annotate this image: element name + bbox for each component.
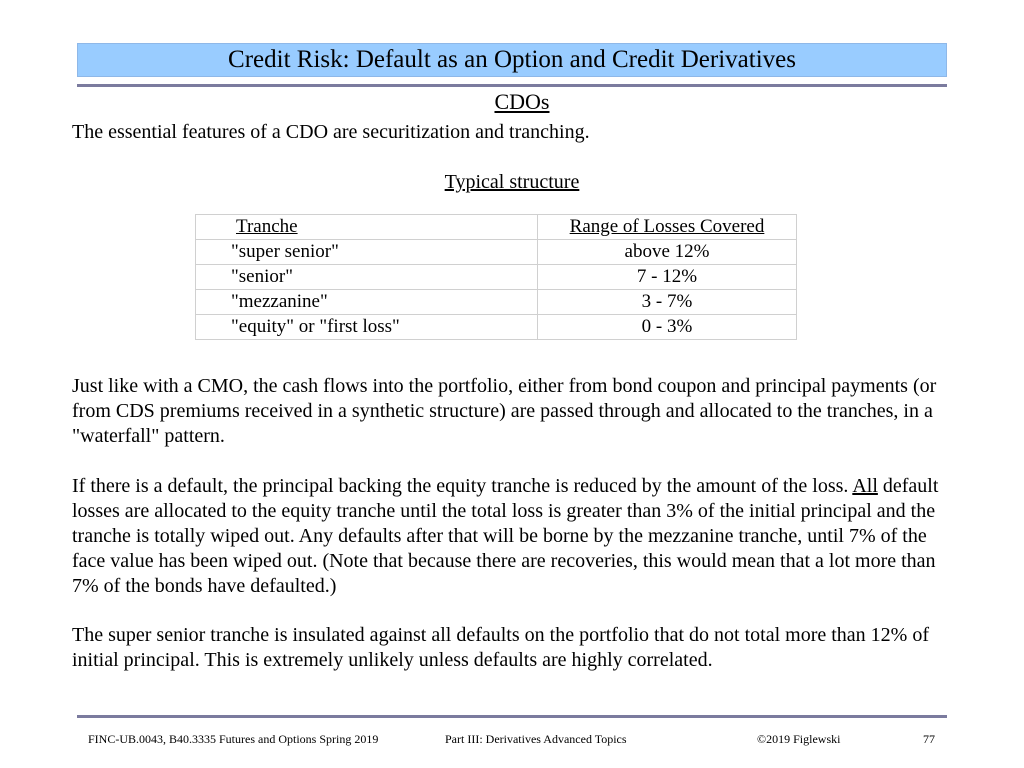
tranche-name: "equity" or "first loss": [196, 315, 538, 340]
paragraph-super-senior: The super senior tranche is insulated against all defaults on the portfolio that do not total more than 12% of initial principal. This is extremely unlikely unless defaults are highly correlated.: [72, 624, 930, 671]
paragraph-defaults-start: If there is a default, the principal backing the equity tranche is reduced by the amount of the loss.: [72, 475, 853, 497]
loss-range: above 12%: [538, 240, 797, 265]
page-number: 77: [923, 732, 935, 746]
table-header-row: [196, 215, 797, 240]
table-row: [196, 240, 797, 265]
table-caption: [0, 171, 1024, 194]
tranche-name: "super senior": [196, 240, 538, 265]
loss-range: 3 - 7%: [538, 290, 797, 315]
footer-divider: [77, 715, 947, 718]
intro-text: The essential features of a CDO are securitization and tranching.: [72, 121, 590, 143]
slide-title-bar: [77, 43, 947, 77]
header-tranche: Tranche: [196, 215, 538, 240]
slide-title: Credit Risk: Default as an Option and Credit Derivatives: [228, 46, 796, 73]
table-row: [196, 265, 797, 290]
footer-copyright: ©2019 Figlewski: [757, 732, 841, 746]
paragraph-defaults: [72, 474, 952, 599]
paragraph-defaults-emphasis: All: [852, 475, 878, 497]
table-caption-text: Typical structure: [444, 171, 580, 193]
tranche-name: "senior": [196, 265, 538, 290]
loss-range: 0 - 3%: [538, 315, 797, 340]
paragraph-cash-flows: Just like with a CMO, the cash flows into the portfolio, either from bond coupon and principal payments (or from CDS premiums received in a synthetic structure) are passed through and allocated to the tranches, in a "waterfall" pattern.: [72, 375, 937, 447]
slide-subtitle: CDOs: [494, 89, 550, 114]
paragraph-defaults-end: default losses are allocated to the equity tranche until the total loss is greater than 3% of the initial principal and the tranche is totally wiped out. Any defaults after that will be borne by the mezzanine tranche, until 7% of the face value has been wiped out. (Note that because there are recoveries, this would mean that a lot more than 7% of the bonds have defaulted.): [72, 475, 939, 597]
tranche-name: "mezzanine": [196, 290, 538, 315]
footer-course: FINC-UB.0043, B40.3335 Futures and Options Spring 2019: [88, 732, 379, 746]
table-row: [196, 315, 797, 340]
table-row: [196, 290, 797, 315]
header-range: Range of Losses Covered: [538, 215, 797, 240]
header-divider: [77, 84, 947, 87]
footer-part: Part III: Derivatives Advanced Topics: [445, 732, 627, 746]
tranche-table: [195, 214, 797, 340]
loss-range: 7 - 12%: [538, 265, 797, 290]
